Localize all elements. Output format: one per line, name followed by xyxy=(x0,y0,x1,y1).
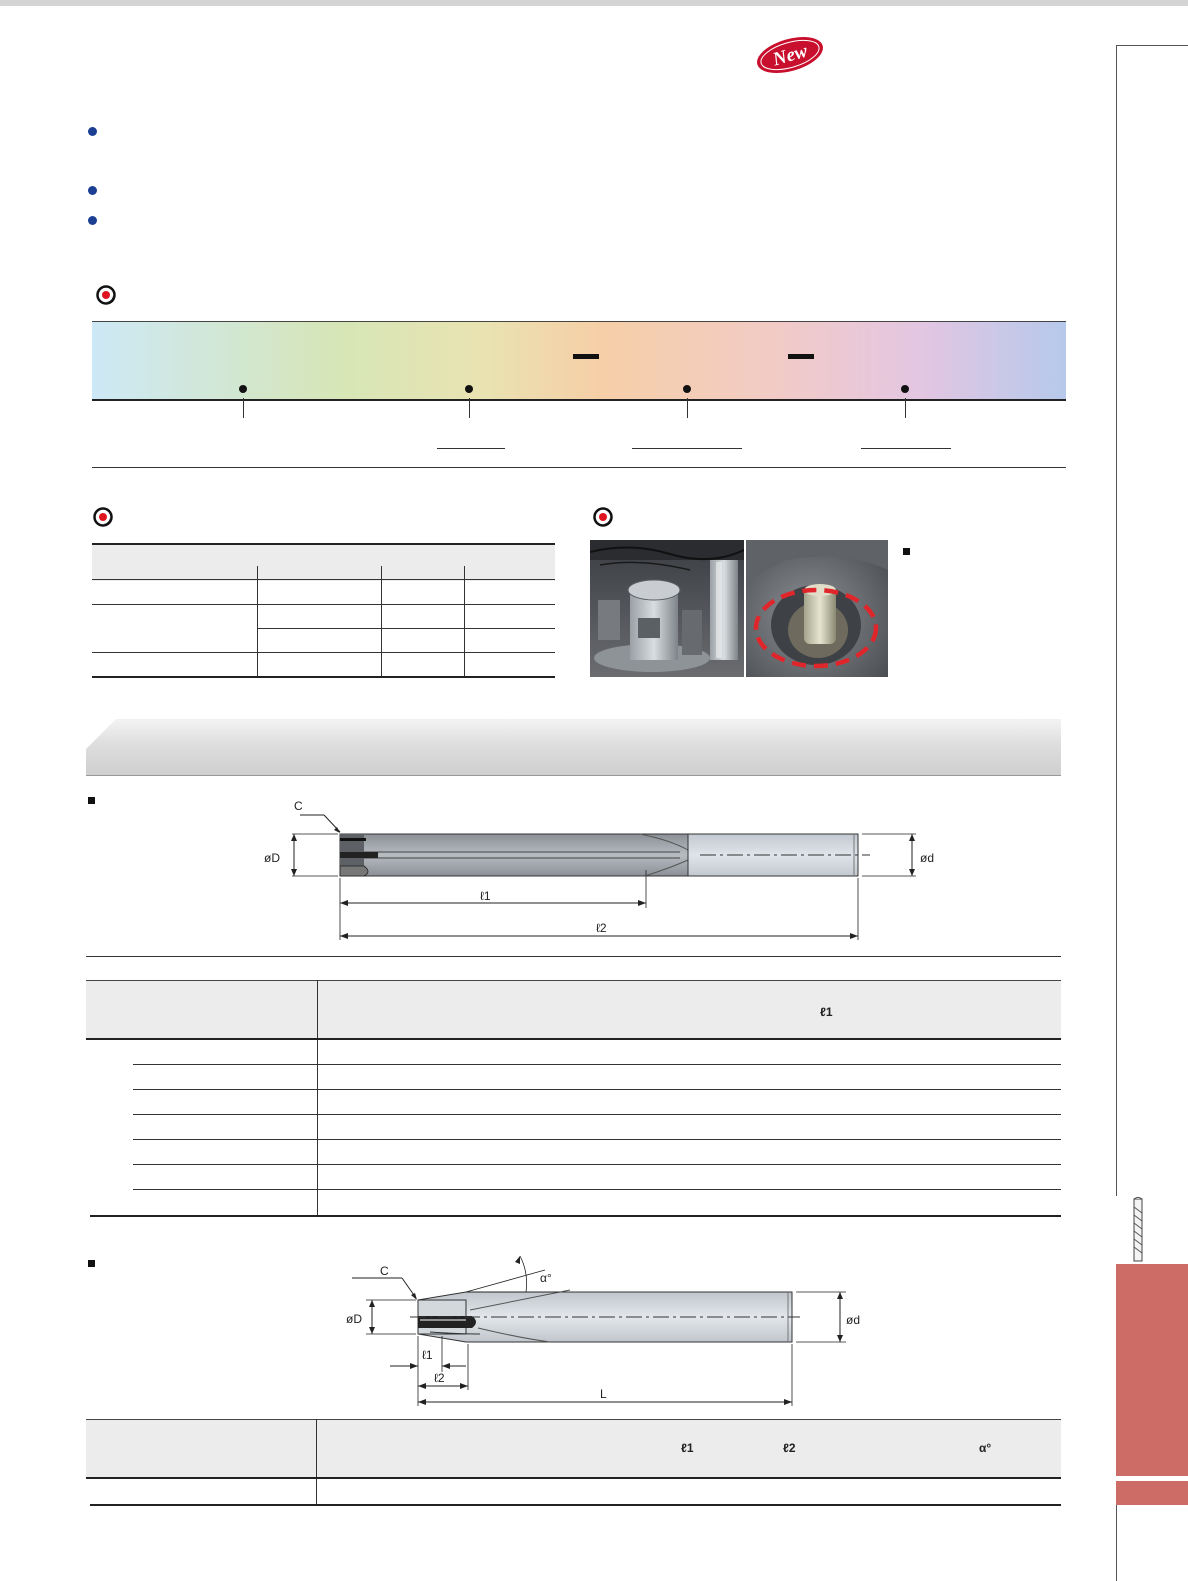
table-row-line xyxy=(92,652,555,653)
tool-drawing-straight xyxy=(240,790,960,950)
table-bottom-line xyxy=(90,1215,1061,1217)
table-col-divider xyxy=(317,980,318,1216)
table-row-line xyxy=(92,579,555,580)
table-col-divider xyxy=(316,1419,317,1505)
machine-photo xyxy=(590,540,744,677)
table-row-line xyxy=(133,1089,1061,1090)
spec-table-2-header xyxy=(86,1419,1061,1478)
table-col-divider xyxy=(464,566,465,677)
svg-text:ℓ1: ℓ1 xyxy=(480,889,491,903)
table-row-line xyxy=(92,604,555,605)
tool-drawing-tapered xyxy=(330,1250,880,1410)
header-l1: ℓ1 xyxy=(820,1005,833,1019)
svg-text:ød: ød xyxy=(846,1313,861,1327)
spectrum-leader xyxy=(243,398,244,418)
target-icon xyxy=(593,507,613,527)
table-row-line xyxy=(257,628,555,629)
conditions-table-header xyxy=(92,543,555,581)
spec-table-header xyxy=(86,980,1061,1039)
svg-text:ød: ød xyxy=(920,851,935,865)
bullet-point xyxy=(88,186,97,195)
header-l1: ℓ1 xyxy=(681,1441,694,1455)
side-tab-active[interactable] xyxy=(1116,1264,1188,1476)
section-divider xyxy=(86,956,1061,957)
svg-text:New: New xyxy=(770,40,810,71)
target-icon xyxy=(96,285,116,305)
svg-text:øD: øD xyxy=(264,851,280,865)
bore-photo xyxy=(746,540,888,677)
table-col-divider xyxy=(257,566,258,677)
section-banner xyxy=(86,719,1061,776)
table-bottom-line xyxy=(90,1504,1061,1506)
side-index-rail-lower xyxy=(1116,1505,1117,1581)
svg-text:ℓ2: ℓ2 xyxy=(596,921,607,935)
spectrum-marker xyxy=(465,385,473,393)
drawing-bullet xyxy=(88,1260,95,1267)
table-row-line xyxy=(133,1064,1061,1065)
svg-text:øD: øD xyxy=(346,1312,362,1326)
spectrum-underline xyxy=(861,448,951,449)
svg-text:L: L xyxy=(600,1387,607,1401)
bullet-point xyxy=(88,127,97,136)
table-col-divider xyxy=(381,566,382,677)
header-alpha: α° xyxy=(979,1441,992,1455)
spectrum-marker xyxy=(239,385,247,393)
spectrum-leader xyxy=(687,398,688,418)
svg-text:α°: α° xyxy=(540,1271,552,1285)
drill-icon xyxy=(1131,1197,1145,1263)
new-badge xyxy=(753,32,827,78)
spectrum-leader xyxy=(469,398,470,418)
spectrum-leader xyxy=(905,398,906,418)
spectrum-dash xyxy=(573,354,599,359)
drawing-bullet xyxy=(88,797,95,804)
target-icon xyxy=(93,507,113,527)
top-bar xyxy=(0,0,1188,6)
spectrum-marker xyxy=(901,385,909,393)
note-bullet xyxy=(903,548,910,555)
spectrum-marker xyxy=(683,385,691,393)
side-tab[interactable] xyxy=(1116,1481,1188,1505)
table-header-line xyxy=(86,1038,1061,1040)
spectrum-underline xyxy=(437,448,505,449)
spectrum-underline xyxy=(632,448,742,449)
table-row-line xyxy=(133,1114,1061,1115)
table-row-line xyxy=(133,1189,1061,1190)
svg-text:ℓ2: ℓ2 xyxy=(434,1371,445,1385)
svg-text:C: C xyxy=(294,799,303,813)
table-header-line xyxy=(86,1477,1061,1479)
header-l2: ℓ2 xyxy=(783,1441,796,1455)
svg-text:ℓ1: ℓ1 xyxy=(422,1348,433,1362)
table-row-line xyxy=(133,1139,1061,1140)
table-row-line xyxy=(133,1164,1061,1165)
side-index-rail xyxy=(1116,45,1188,1196)
table-bottom-line xyxy=(92,676,555,678)
svg-text:C: C xyxy=(380,1264,389,1278)
spectrum-dash xyxy=(788,354,814,359)
bullet-point xyxy=(88,216,97,225)
section-divider xyxy=(92,467,1066,468)
